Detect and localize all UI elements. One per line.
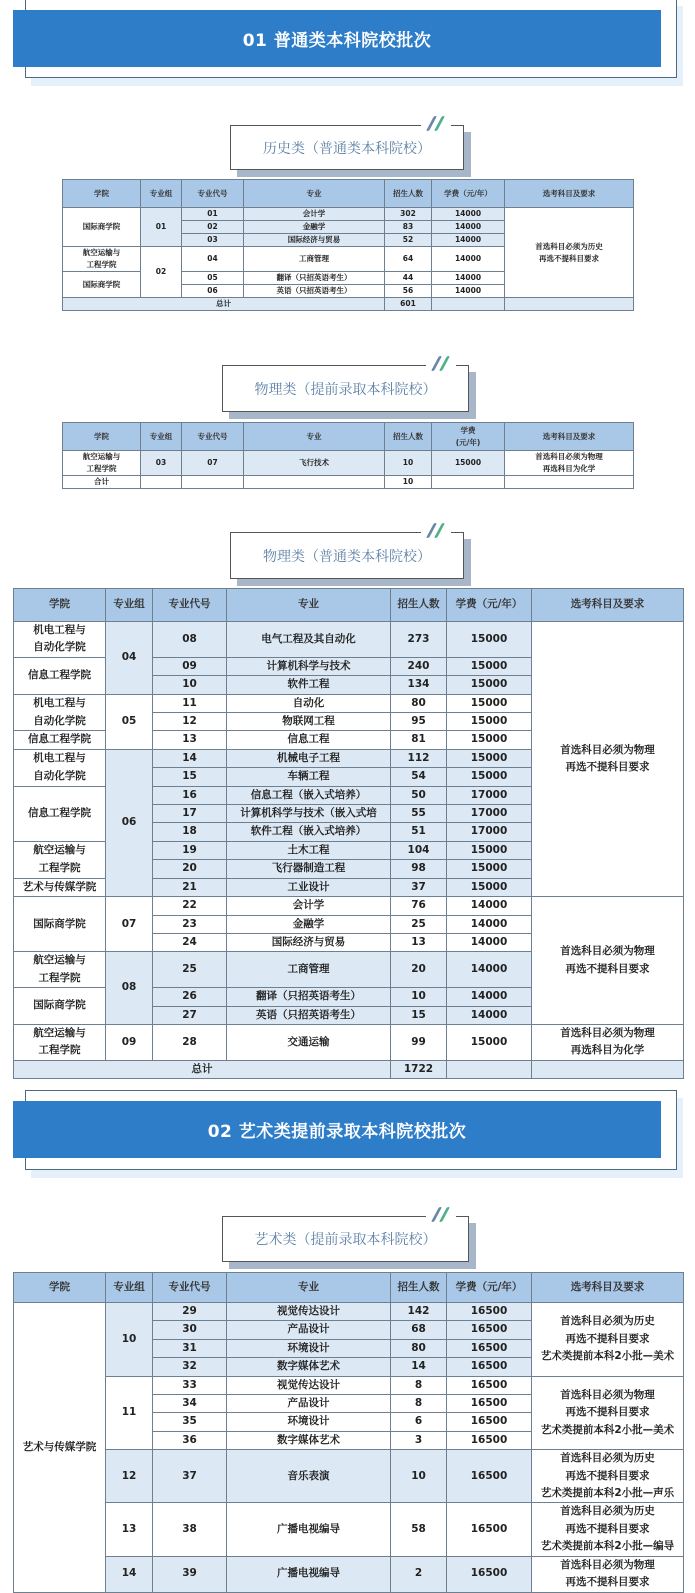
group-cell: 06 bbox=[106, 749, 153, 896]
column-header: 学费（元/年） bbox=[447, 589, 532, 622]
count-cell: 273 bbox=[391, 622, 447, 658]
major-cell: 国际经济与贸易 bbox=[227, 933, 391, 951]
code-cell: 22 bbox=[153, 897, 227, 915]
fee-cell: 15000 bbox=[447, 768, 532, 786]
table-row bbox=[63, 451, 634, 476]
count-cell: 95 bbox=[391, 713, 447, 731]
group-cell: 03 bbox=[141, 451, 182, 476]
fee-cell: 14000 bbox=[432, 234, 505, 247]
count-cell: 54 bbox=[391, 768, 447, 786]
column-header: 专业代号 bbox=[182, 180, 244, 208]
table-subtitle: 物理类（提前录取本科院校） bbox=[254, 381, 437, 398]
physics-regular-table bbox=[13, 588, 684, 1079]
count-cell: 83 bbox=[385, 221, 432, 234]
count-cell: 302 bbox=[385, 208, 432, 221]
count-cell: 134 bbox=[391, 676, 447, 694]
major-cell: 飞行技术 bbox=[244, 451, 385, 476]
column-header: 学费 (元/年) bbox=[432, 423, 505, 451]
code-cell: 35 bbox=[153, 1413, 227, 1431]
fee-cell: 16500 bbox=[447, 1303, 532, 1321]
column-header: 专业组 bbox=[141, 423, 182, 451]
requirement-cell: 首选科目必须为历史 再选不提科目要求 艺术类提前本科2小批—美术 bbox=[532, 1303, 684, 1377]
fee-cell: 17000 bbox=[447, 823, 532, 841]
fee-cell: 14000 bbox=[432, 247, 505, 272]
fee-cell: 14000 bbox=[447, 897, 532, 915]
table-row bbox=[14, 1024, 684, 1060]
column-header: 学院 bbox=[63, 180, 141, 208]
count-cell: 76 bbox=[391, 897, 447, 915]
fee-cell: 15000 bbox=[447, 749, 532, 767]
code-cell: 14 bbox=[153, 749, 227, 767]
double-slash-icon bbox=[421, 521, 451, 541]
column-header: 选考科目及要求 bbox=[532, 1273, 684, 1303]
fee-cell: 14000 bbox=[447, 933, 532, 951]
major-cell: 环境设计 bbox=[227, 1413, 391, 1431]
college-cell: 国际商学院 bbox=[14, 988, 106, 1025]
count-cell: 3 bbox=[391, 1431, 447, 1449]
fee-cell: 15000 bbox=[447, 676, 532, 694]
major-cell: 数字媒体艺术 bbox=[227, 1431, 391, 1449]
table-header-row bbox=[63, 180, 634, 208]
total-count: 1722 bbox=[391, 1060, 447, 1078]
code-cell: 38 bbox=[153, 1503, 227, 1556]
code-cell: 28 bbox=[153, 1024, 227, 1060]
count-cell: 56 bbox=[385, 285, 432, 298]
column-header: 专业 bbox=[244, 423, 385, 451]
table-subtitle: 历史类（普通类本科院校） bbox=[263, 140, 431, 157]
fee-cell: 16500 bbox=[447, 1376, 532, 1394]
code-cell: 33 bbox=[153, 1376, 227, 1394]
code-cell: 04 bbox=[182, 247, 244, 272]
code-cell: 30 bbox=[153, 1321, 227, 1339]
code-cell: 21 bbox=[153, 878, 227, 896]
total-label: 合计 bbox=[63, 476, 141, 489]
group-cell: 10 bbox=[106, 1303, 153, 1377]
major-cell: 信息工程 bbox=[227, 731, 391, 749]
count-cell: 98 bbox=[391, 860, 447, 878]
fee-cell: 16500 bbox=[447, 1431, 532, 1449]
code-cell: 17 bbox=[153, 805, 227, 823]
empty-cell bbox=[447, 1060, 532, 1078]
count-cell: 20 bbox=[391, 952, 447, 988]
empty-cell bbox=[532, 1060, 684, 1078]
column-header: 选考科目及要求 bbox=[505, 423, 634, 451]
requirement-cell: 首选科目必须为物理 再选不提科目要求 艺术类提前本科2小批—美术 bbox=[532, 1376, 684, 1450]
fee-cell: 16500 bbox=[447, 1358, 532, 1376]
code-cell: 16 bbox=[153, 786, 227, 804]
fee-cell: 15000 bbox=[447, 731, 532, 749]
total-row bbox=[63, 298, 634, 311]
count-cell: 51 bbox=[391, 823, 447, 841]
requirement-cell: 首选科目必须为历史 再选不提科目要求 艺术类提前本科2小批—编导 bbox=[532, 1503, 684, 1556]
table-row bbox=[14, 1376, 684, 1394]
empty-cell bbox=[244, 476, 385, 489]
fee-cell: 15000 bbox=[447, 694, 532, 712]
major-cell: 自动化 bbox=[227, 694, 391, 712]
double-slash-icon bbox=[421, 114, 451, 134]
major-cell: 工业设计 bbox=[227, 878, 391, 896]
table-header-row bbox=[14, 1273, 684, 1303]
fee-cell: 14000 bbox=[447, 952, 532, 988]
fee-cell: 15000 bbox=[432, 451, 505, 476]
requirement-cell: 首选科目必须为物理 再选不提科目要求 bbox=[532, 622, 684, 897]
count-cell: 104 bbox=[391, 841, 447, 859]
code-cell: 03 bbox=[182, 234, 244, 247]
code-cell: 23 bbox=[153, 915, 227, 933]
total-row bbox=[63, 476, 634, 489]
major-cell: 计算机科学与技术（嵌入式培 bbox=[227, 805, 391, 823]
count-cell: 8 bbox=[391, 1395, 447, 1413]
code-cell: 36 bbox=[153, 1431, 227, 1449]
code-cell: 31 bbox=[153, 1339, 227, 1357]
count-cell: 112 bbox=[391, 749, 447, 767]
major-cell: 国际经济与贸易 bbox=[244, 234, 385, 247]
total-row bbox=[14, 1060, 684, 1078]
major-cell: 会计学 bbox=[244, 208, 385, 221]
college-cell: 航空运输与 工程学院 bbox=[14, 952, 106, 988]
empty-cell bbox=[141, 476, 182, 489]
code-cell: 02 bbox=[182, 221, 244, 234]
table-header-row bbox=[14, 589, 684, 622]
count-cell: 13 bbox=[391, 933, 447, 951]
college-cell: 航空运输与 工程学院 bbox=[63, 247, 141, 272]
column-header: 专业 bbox=[227, 1273, 391, 1303]
fee-cell: 15000 bbox=[447, 622, 532, 658]
count-cell: 44 bbox=[385, 272, 432, 285]
fee-cell: 15000 bbox=[447, 878, 532, 896]
major-cell: 机械电子工程 bbox=[227, 749, 391, 767]
fee-cell: 16500 bbox=[447, 1450, 532, 1503]
college-cell: 信息工程学院 bbox=[14, 657, 106, 694]
major-cell: 数字媒体艺术 bbox=[227, 1358, 391, 1376]
college-cell: 航空运输与 工程学院 bbox=[14, 1024, 106, 1060]
major-cell: 音乐表演 bbox=[227, 1450, 391, 1503]
fee-cell: 16500 bbox=[447, 1321, 532, 1339]
empty-cell bbox=[432, 298, 505, 311]
fee-cell: 15000 bbox=[447, 657, 532, 675]
fee-cell: 14000 bbox=[432, 272, 505, 285]
table-subtitle-box bbox=[230, 532, 464, 579]
count-cell: 2 bbox=[391, 1556, 447, 1592]
major-cell: 产品设计 bbox=[227, 1395, 391, 1413]
count-cell: 10 bbox=[391, 1450, 447, 1503]
column-header: 专业代号 bbox=[153, 589, 227, 622]
college-cell: 艺术与传媒学院 bbox=[14, 1303, 106, 1593]
code-cell: 07 bbox=[182, 451, 244, 476]
count-cell: 37 bbox=[391, 878, 447, 896]
column-header: 招生人数 bbox=[391, 589, 447, 622]
group-cell: 13 bbox=[106, 1503, 153, 1556]
code-cell: 11 bbox=[153, 694, 227, 712]
column-header: 学院 bbox=[63, 423, 141, 451]
code-cell: 39 bbox=[153, 1556, 227, 1592]
requirement-cell: 首选科目必须为历史 再选不提科目要求 艺术类提前本科2小批—声乐 bbox=[532, 1450, 684, 1503]
major-cell: 会计学 bbox=[227, 897, 391, 915]
column-header: 专业 bbox=[227, 589, 391, 622]
fee-cell: 15000 bbox=[447, 1024, 532, 1060]
group-cell: 08 bbox=[106, 952, 153, 1025]
college-cell: 国际商学院 bbox=[63, 272, 141, 298]
column-header: 招生人数 bbox=[391, 1273, 447, 1303]
major-cell: 工商管理 bbox=[244, 247, 385, 272]
group-cell: 02 bbox=[141, 247, 182, 298]
major-cell: 土木工程 bbox=[227, 841, 391, 859]
total-label: 总计 bbox=[63, 298, 385, 311]
table-subtitle: 物理类（普通类本科院校） bbox=[263, 548, 431, 565]
count-cell: 58 bbox=[391, 1503, 447, 1556]
count-cell: 14 bbox=[391, 1358, 447, 1376]
code-cell: 05 bbox=[182, 272, 244, 285]
fee-cell: 15000 bbox=[447, 713, 532, 731]
major-cell: 翻译（只招英语考生） bbox=[244, 272, 385, 285]
fee-cell: 16500 bbox=[447, 1556, 532, 1592]
total-count: 601 bbox=[385, 298, 432, 311]
major-cell: 英语（只招英语考生） bbox=[227, 1006, 391, 1024]
code-cell: 20 bbox=[153, 860, 227, 878]
requirement-cell: 首选科目必须为物理 再选科目为化学 bbox=[532, 1024, 684, 1060]
requirement-cell: 首选科目必须为物理 再选不提科目要求 bbox=[532, 897, 684, 1025]
double-slash-icon bbox=[426, 354, 456, 374]
total-label: 总计 bbox=[14, 1060, 391, 1078]
count-cell: 64 bbox=[385, 247, 432, 272]
fee-cell: 14000 bbox=[447, 915, 532, 933]
major-cell: 软件工程 bbox=[227, 676, 391, 694]
code-cell: 09 bbox=[153, 657, 227, 675]
major-cell: 金融学 bbox=[244, 221, 385, 234]
count-cell: 10 bbox=[391, 988, 447, 1006]
major-cell: 飞行器制造工程 bbox=[227, 860, 391, 878]
table-row bbox=[63, 208, 634, 221]
major-cell: 交通运输 bbox=[227, 1024, 391, 1060]
history-regular-table bbox=[62, 179, 634, 311]
major-cell: 视觉传达设计 bbox=[227, 1376, 391, 1394]
college-cell: 机电工程与 自动化学院 bbox=[14, 694, 106, 731]
empty-cell bbox=[505, 298, 634, 311]
table-header-row bbox=[63, 423, 634, 451]
table-row bbox=[14, 1450, 684, 1503]
count-cell: 8 bbox=[391, 1376, 447, 1394]
empty-cell bbox=[505, 476, 634, 489]
college-cell: 航空运输与 工程学院 bbox=[63, 451, 141, 476]
major-cell: 电气工程及其自动化 bbox=[227, 622, 391, 658]
code-cell: 24 bbox=[153, 933, 227, 951]
column-header: 选考科目及要求 bbox=[532, 589, 684, 622]
art-early-table bbox=[13, 1272, 684, 1593]
group-cell: 09 bbox=[106, 1024, 153, 1060]
count-cell: 52 bbox=[385, 234, 432, 247]
column-header: 专业组 bbox=[106, 589, 153, 622]
major-cell: 金融学 bbox=[227, 915, 391, 933]
college-cell: 艺术与传媒学院 bbox=[14, 878, 106, 896]
column-header: 专业组 bbox=[141, 180, 182, 208]
column-header: 专业代号 bbox=[182, 423, 244, 451]
major-cell: 产品设计 bbox=[227, 1321, 391, 1339]
code-cell: 37 bbox=[153, 1450, 227, 1503]
major-cell: 软件工程（嵌入式培养） bbox=[227, 823, 391, 841]
fee-cell: 14000 bbox=[432, 285, 505, 298]
major-cell: 工商管理 bbox=[227, 952, 391, 988]
count-cell: 50 bbox=[391, 786, 447, 804]
count-cell: 6 bbox=[391, 1413, 447, 1431]
count-cell: 81 bbox=[391, 731, 447, 749]
major-cell: 翻译（只招英语考生） bbox=[227, 988, 391, 1006]
column-header: 学费（元/年） bbox=[432, 180, 505, 208]
fee-cell: 16500 bbox=[447, 1395, 532, 1413]
count-cell: 25 bbox=[391, 915, 447, 933]
column-header: 选考科目及要求 bbox=[505, 180, 634, 208]
college-cell: 信息工程学院 bbox=[14, 731, 106, 749]
column-header: 招生人数 bbox=[385, 423, 432, 451]
code-cell: 06 bbox=[182, 285, 244, 298]
code-cell: 29 bbox=[153, 1303, 227, 1321]
fee-cell: 15000 bbox=[447, 841, 532, 859]
fee-cell: 14000 bbox=[447, 988, 532, 1006]
group-cell: 01 bbox=[141, 208, 182, 247]
table-subtitle: 艺术类（提前录取本科院校） bbox=[254, 1232, 437, 1248]
count-cell: 80 bbox=[391, 1339, 447, 1357]
count-cell: 142 bbox=[391, 1303, 447, 1321]
count-cell: 10 bbox=[385, 451, 432, 476]
column-header: 学费（元/年） bbox=[447, 1273, 532, 1303]
code-cell: 19 bbox=[153, 841, 227, 859]
count-cell: 240 bbox=[391, 657, 447, 675]
count-cell: 68 bbox=[391, 1321, 447, 1339]
code-cell: 26 bbox=[153, 988, 227, 1006]
college-cell: 机电工程与 自动化学院 bbox=[14, 749, 106, 786]
fee-cell: 15000 bbox=[447, 860, 532, 878]
group-cell: 07 bbox=[106, 897, 153, 952]
major-cell: 计算机科学与技术 bbox=[227, 657, 391, 675]
fee-cell: 16500 bbox=[447, 1503, 532, 1556]
group-cell: 05 bbox=[106, 694, 153, 749]
table-row bbox=[14, 1556, 684, 1592]
code-cell: 34 bbox=[153, 1395, 227, 1413]
major-cell: 视觉传达设计 bbox=[227, 1303, 391, 1321]
table-row bbox=[14, 1503, 684, 1556]
college-cell: 航空运输与 工程学院 bbox=[14, 841, 106, 878]
table-subtitle-box bbox=[230, 125, 464, 170]
column-header: 专业代号 bbox=[153, 1273, 227, 1303]
section-title: 01 普通类本科院校批次 bbox=[13, 10, 661, 67]
college-cell: 国际商学院 bbox=[14, 897, 106, 952]
requirement-cell: 首选科目必须为物理 再选不提科目要求 bbox=[532, 1556, 684, 1592]
empty-cell bbox=[182, 476, 244, 489]
fee-cell: 14000 bbox=[432, 208, 505, 221]
code-cell: 18 bbox=[153, 823, 227, 841]
code-cell: 25 bbox=[153, 952, 227, 988]
major-cell: 信息工程（嵌入式培养） bbox=[227, 786, 391, 804]
table-subtitle-box bbox=[222, 365, 469, 412]
code-cell: 13 bbox=[153, 731, 227, 749]
requirement-cell: 首选科目必须为历史 再选不提科目要求 bbox=[505, 208, 634, 298]
column-header: 专业组 bbox=[106, 1273, 153, 1303]
column-header: 学院 bbox=[14, 589, 106, 622]
count-cell: 15 bbox=[391, 1006, 447, 1024]
table-subtitle-box bbox=[222, 1216, 469, 1262]
major-cell: 广播电视编导 bbox=[227, 1503, 391, 1556]
group-cell: 14 bbox=[106, 1556, 153, 1592]
count-cell: 99 bbox=[391, 1024, 447, 1060]
group-cell: 04 bbox=[106, 622, 153, 695]
total-count: 10 bbox=[385, 476, 432, 489]
fee-cell: 17000 bbox=[447, 786, 532, 804]
code-cell: 27 bbox=[153, 1006, 227, 1024]
college-cell: 信息工程学院 bbox=[14, 786, 106, 841]
column-header: 招生人数 bbox=[385, 180, 432, 208]
code-cell: 12 bbox=[153, 713, 227, 731]
empty-cell bbox=[432, 476, 505, 489]
group-cell: 11 bbox=[106, 1376, 153, 1450]
college-cell: 机电工程与 自动化学院 bbox=[14, 622, 106, 658]
table-row bbox=[14, 622, 684, 658]
major-cell: 物联网工程 bbox=[227, 713, 391, 731]
fee-cell: 14000 bbox=[432, 221, 505, 234]
code-cell: 08 bbox=[153, 622, 227, 658]
fee-cell: 16500 bbox=[447, 1413, 532, 1431]
column-header: 专业 bbox=[244, 180, 385, 208]
section-title: 02 艺术类提前录取本科院校批次 bbox=[13, 1101, 661, 1158]
fee-cell: 17000 bbox=[447, 805, 532, 823]
major-cell: 环境设计 bbox=[227, 1339, 391, 1357]
double-slash-icon bbox=[426, 1205, 456, 1225]
column-header: 学院 bbox=[14, 1273, 106, 1303]
major-cell: 车辆工程 bbox=[227, 768, 391, 786]
college-cell: 国际商学院 bbox=[63, 208, 141, 247]
physics-early-table bbox=[62, 422, 634, 489]
table-row bbox=[14, 897, 684, 915]
requirement-cell: 首选科目必须为物理 再选科目为化学 bbox=[505, 451, 634, 476]
fee-cell: 16500 bbox=[447, 1339, 532, 1357]
code-cell: 15 bbox=[153, 768, 227, 786]
table-row bbox=[14, 1303, 684, 1321]
code-cell: 32 bbox=[153, 1358, 227, 1376]
major-cell: 英语（只招英语考生） bbox=[244, 285, 385, 298]
code-cell: 01 bbox=[182, 208, 244, 221]
fee-cell: 14000 bbox=[447, 1006, 532, 1024]
group-cell: 12 bbox=[106, 1450, 153, 1503]
code-cell: 10 bbox=[153, 676, 227, 694]
count-cell: 80 bbox=[391, 694, 447, 712]
count-cell: 55 bbox=[391, 805, 447, 823]
major-cell: 广播电视编导 bbox=[227, 1556, 391, 1592]
